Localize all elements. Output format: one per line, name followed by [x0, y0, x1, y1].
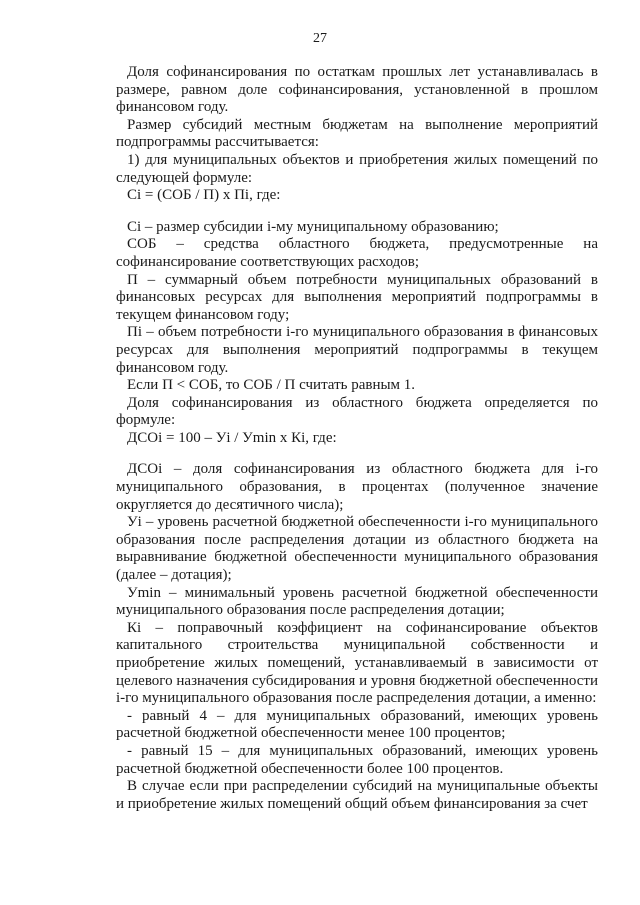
paragraph: Пi – объем потребности i-го муниципального образования в финансовых ресурсах для выполнения мероприятий подпрограммы в текущем финансовом году. [116, 324, 598, 376]
paragraph: Доля софинансирования из областного бюджета определяется по формуле: [116, 394, 598, 429]
paragraph: Уmin – минимальный уровень расчетной бюджетной обеспеченности муниципального образования после распределения дотации; [116, 584, 598, 619]
paragraph: Доля софинансирования по остаткам прошлых лет устанавливалась в размере, равном доле софинансирования, установленной в прошлом финансовом году. [116, 64, 598, 116]
paragraph: 1) для муниципальных объектов и приобретения жилых помещений по следующей формуле: [116, 151, 598, 186]
list-item: - равный 15 – для муниципальных образований, имеющих уровень расчетной бюджетной обеспеченности более 100 процентов. [116, 742, 598, 777]
paragraph: Уi – уровень расчетной бюджетной обеспеченности i-го муниципального образования после распределения дотации из областного бюджета на выравнивание бюджетной обеспеченности муниципального образования (далее – дотация); [116, 514, 598, 584]
paragraph: Если П < СОБ, то СОБ / П считать равным 1. [127, 377, 416, 394]
paragraph: В случае если при распределении субсидий на муниципальные объекты и приобретение жилых помещений общий объем финансирования за счет [116, 778, 598, 812]
paragraph: Кi – поправочный коэффициент на софинансирование объектов капитального строительства муниципальной собственности и приобретение жилых помещений, устанавливаемый в зависимости от целевого назначения субсидирования и уровня бюджетной обеспеченности i-го муниципального образования после распределения дотации, а именно: [116, 619, 598, 707]
paragraph: СОБ – средства областного бюджета, предусмотренные на софинансирование соответствующих расходов; [116, 236, 598, 270]
document-body [116, 64, 598, 813]
paragraph: П – суммарный объем потребности муниципальных образований в финансовых ресурсах для выполнения мероприятий подпрограммы в текущем финансовом году; [116, 271, 598, 323]
paragraph: Размер субсидий местным бюджетам на выполнение мероприятий подпрограммы рассчитывается: [116, 116, 598, 151]
paragraph: Ci – размер субсидии i-му муниципальному образованию; [127, 218, 499, 235]
page-number: 27 [313, 31, 327, 46]
formula: ДСОi = 100 – Уi / Уmin x Кi, где: [127, 429, 337, 446]
formula: Ci = (СОБ / П) x Пi, где: [127, 187, 281, 204]
list-item: - равный 4 – для муниципальных образований, имеющих уровень расчетной бюджетной обеспеченности менее 100 процентов; [116, 707, 598, 742]
paragraph: ДСОi – доля софинансирования из областного бюджета для i-го муниципального образования, в процентах (полученное значение округляется до десятичного числа); [116, 461, 598, 513]
